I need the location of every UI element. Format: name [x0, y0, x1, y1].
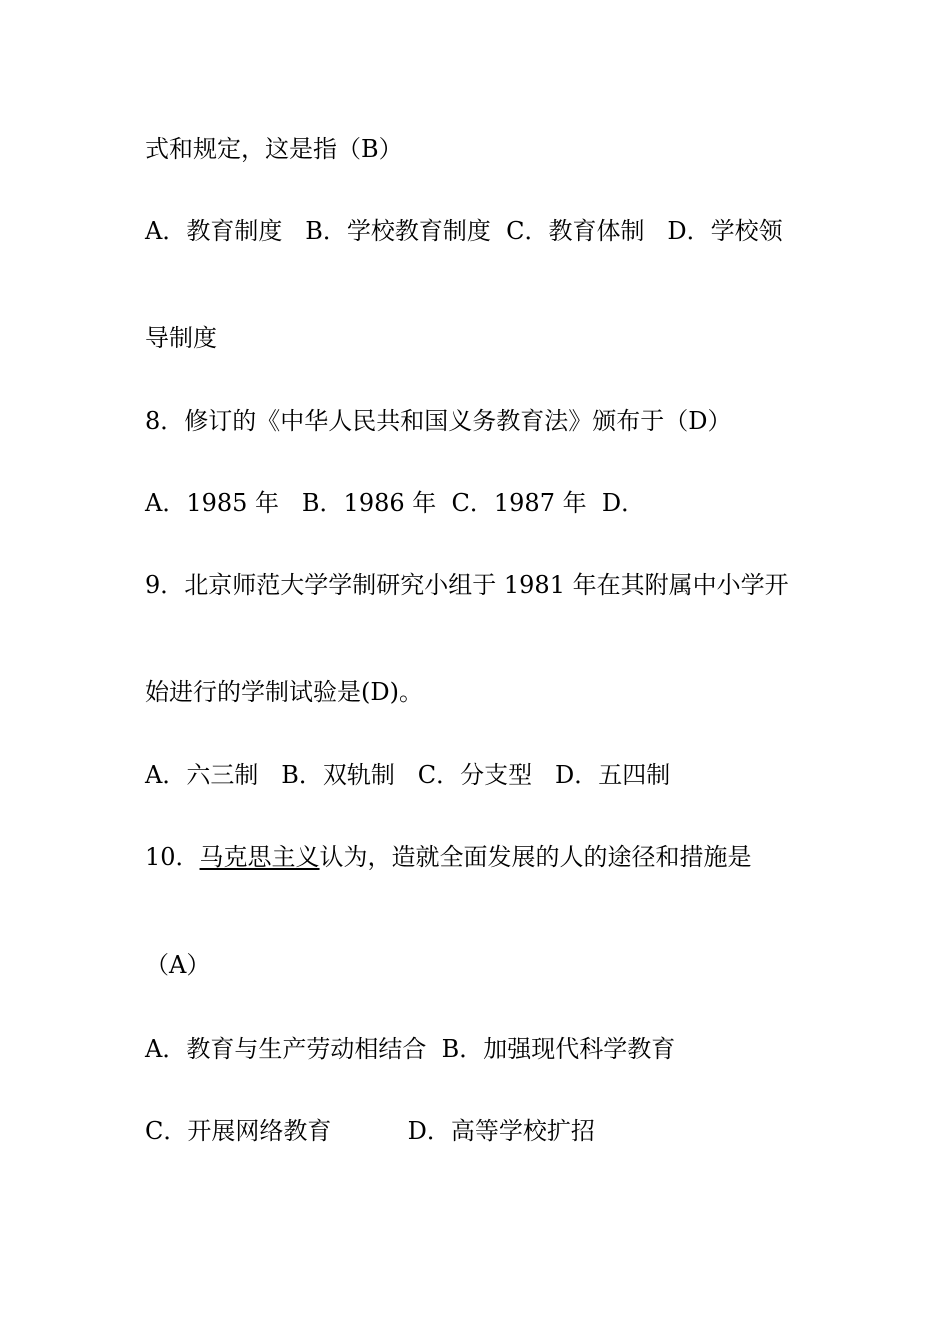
text-line-3: 导制度	[145, 324, 217, 352]
text-line-5: A．1985 年 B．1986 年 C．1987 年 D．	[145, 489, 646, 517]
text-line-10: （A）	[145, 951, 211, 979]
text-line-4: 8．修订的《中华人民共和国义务教育法》颁布于（D）	[145, 407, 732, 435]
text-line-9	[145, 842, 752, 872]
text-line-11: A．教育与生产劳动相结合 B．加强现代科学教育	[145, 1035, 676, 1063]
text-line-7: 始进行的学制试验是(D)。	[145, 678, 423, 706]
text-line-2: A．教育制度 B．学校教育制度 C．教育体制 D．学校领	[145, 217, 783, 245]
text-line-6: 9．北京师范大学学制研究小组于 1981 年在其附属中小学开	[145, 571, 789, 599]
question-text: 认为，造就全面发展的人的途径和措施是	[319, 843, 752, 871]
underlined-term: 马克思主义	[199, 843, 320, 871]
text-line-8: A．六三制 B．双轨制 C．分支型 D．五四制	[145, 761, 671, 789]
text-line-1: 式和规定，这是指（B）	[145, 135, 403, 163]
text-line-12: C．开展网络教育 D．高等学校扩招	[145, 1117, 595, 1145]
question-number: 10．	[145, 843, 200, 871]
